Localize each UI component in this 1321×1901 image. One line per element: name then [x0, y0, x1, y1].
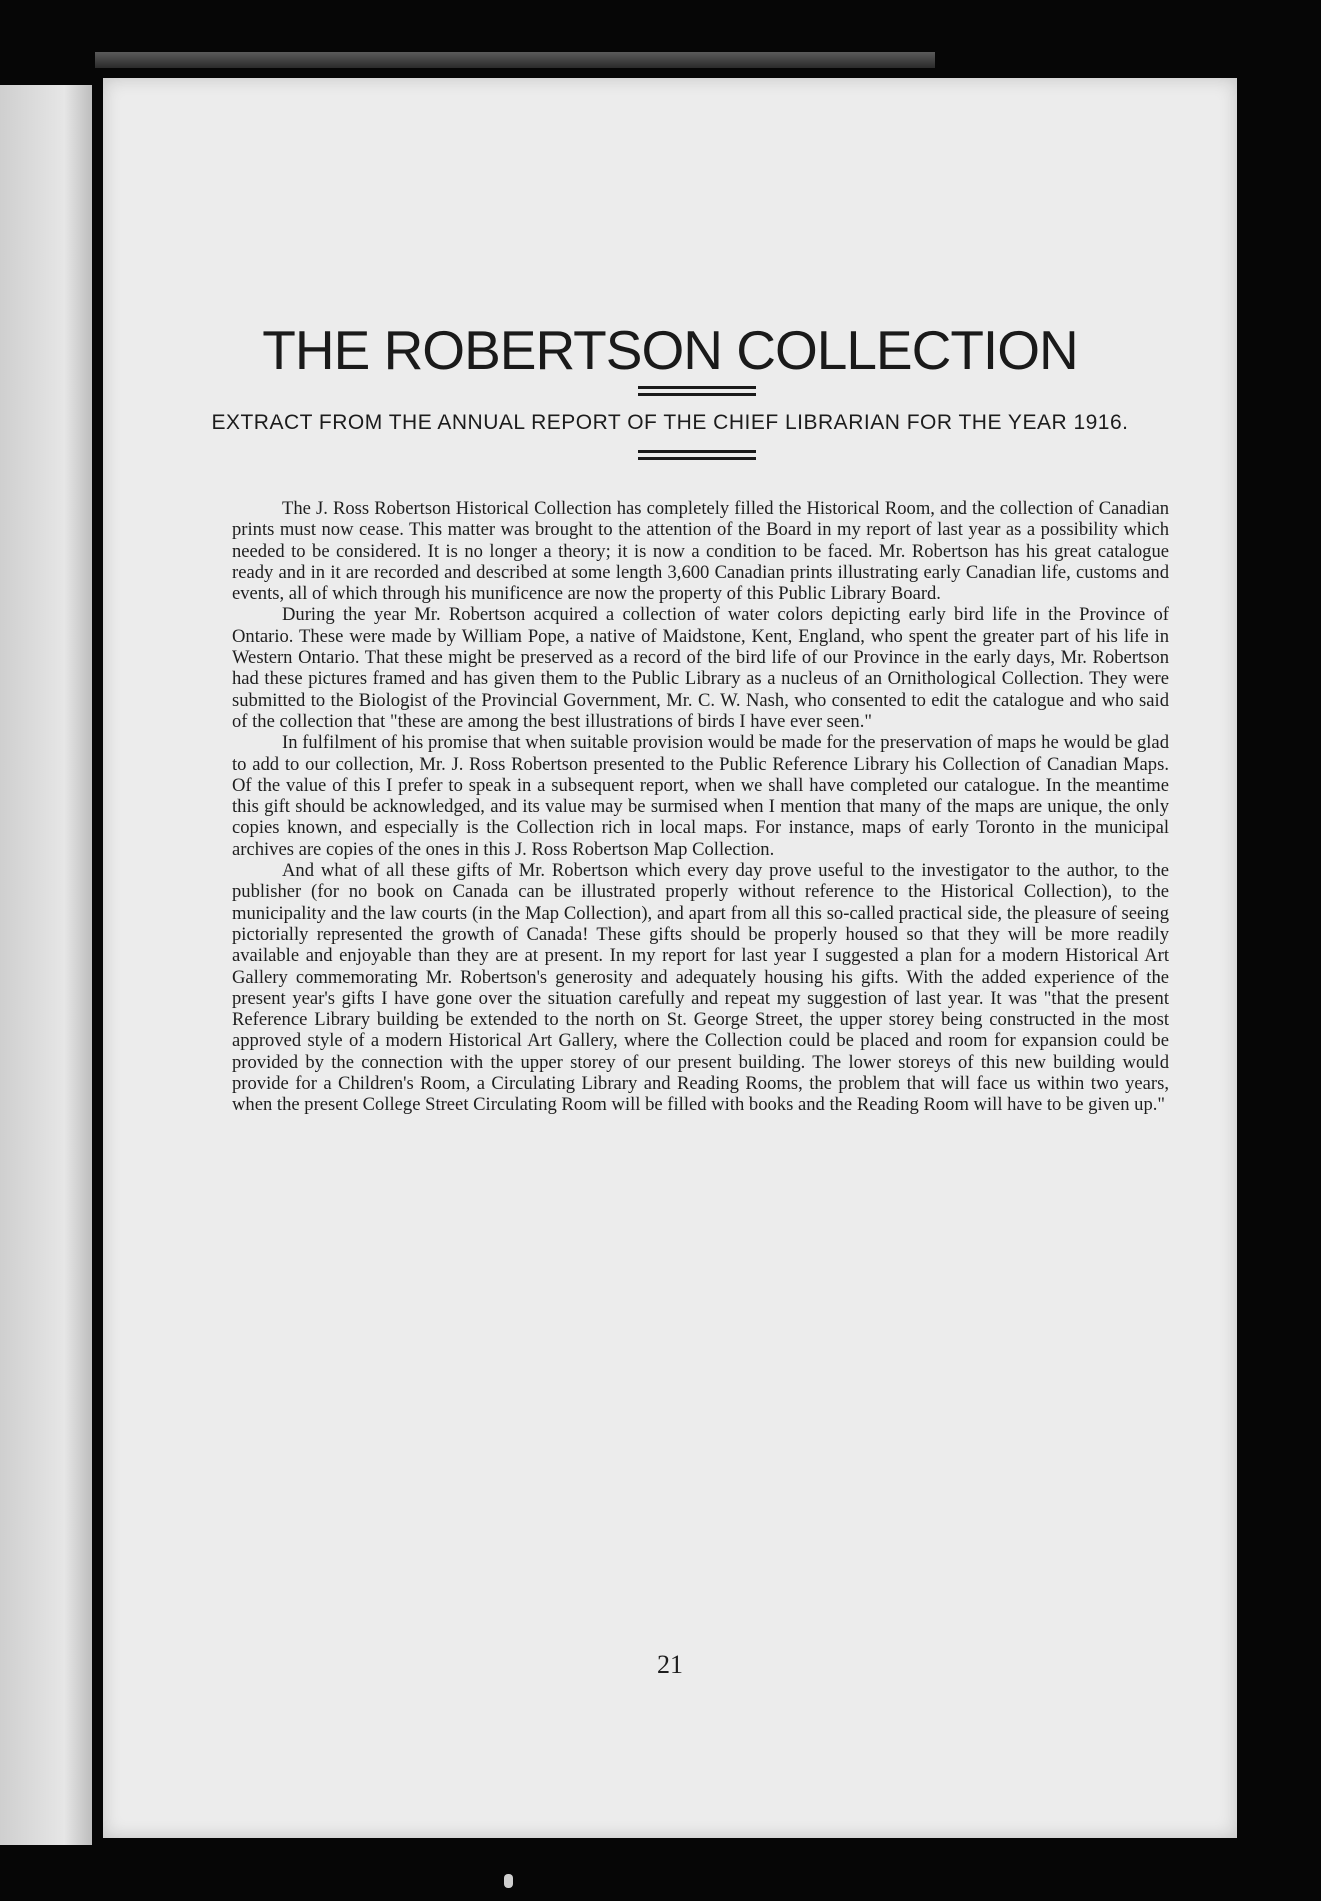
- previous-page-edge: [0, 85, 92, 1845]
- page-title: THE ROBERTSON COLLECTION: [262, 319, 1078, 381]
- paragraph-2: During the year Mr. Robertson acquired a collection of water colors depicting early bird life in the Province of Ontario. These were made by William Pope, a native of Maidstone, Kent, England, who spent the greater part of his life in Western Ontario. That these might be preserved as a record of the bird life of our Province in the early days, Mr. Robertson had these pictures framed and has given them to the Public Library as a nucleus of an Ornithological Collection. They were submitted to the Biologist of the Provincial Government, Mr. C. W. Nash, who consented to edit the catalogue and who said of the collection that "these are among the best illustrations of birds I have ever seen.": [232, 604, 1169, 732]
- paragraph-4: And what of all these gifts of Mr. Robertson which every day prove useful to the investigator to the author, to the publisher (for no book on Canada can be illustrated properly without reference to the Historical Collection), to the municipality and the law courts (in the Map Collection), and apart from all this so-called practical side, the pleasure of seeing pictorially represented the growth of Canada! These gifts should be properly housed so that they will be more readily available and enjoyable than they are at present. In my report for last year I suggested a plan for a modern Historical Art Gallery commemorating Mr. Robertson's generosity and adequately housing his gifts. With the added experience of the present year's gifts I have gone over the situation carefully and repeat my suggestion of last year. It was "that the present Reference Library building be extended to the north on St. George Street, the upper storey being constructed in the most approved style of a modern Historical Art Gallery, where the Collection could be placed and room for expansion could be provided by the connection with the upper storey of our present building. The lower storeys of this new building would provide for a Children's Room, a Circulating Library and Reading Rooms, the problem that will face us within two years, when the present College Street Circulating Room will be filled with books and the Reading Room will have to be given up.": [232, 860, 1169, 1116]
- paragraph-1: The J. Ross Robertson Historical Collection has completely filled the Historical Room, and the collection of Canadian prints must now cease. This matter was brought to the attention of the Board in my report of last year as a possibility which needed to be considered. It is no longer a theory; it is now a condition to be faced. Mr. Robertson has his great catalogue ready and in it are recorded and described at some length 3,600 Canadian prints illustrating early Canadian life, customs and events, all of which through his munificence are now the property of this Public Library Board.: [232, 498, 1169, 605]
- film-mark: [504, 1874, 513, 1888]
- subtitle-rule-bottom: [638, 457, 756, 460]
- page-number: 21: [657, 1650, 683, 1679]
- paragraph-3: In fulfilment of his promise that when suitable provision would be made for the preservation of maps he would be glad to add to our collection, Mr. J. Ross Robertson presented to the Public Reference Library his Collection of Canadian Maps. Of the value of this I prefer to speak in a subsequent report, when we shall have completed our catalogue. In the meantime this gift should be acknowledged, and its value may be surmised when I mention that many of the maps are unique, the only copies known, and especially is the Collection rich in local maps. For instance, maps of early Toronto in the municipal archives are copies of the ones in this J. Ross Robertson Map Collection.: [232, 732, 1169, 860]
- document-page: [103, 78, 1237, 1838]
- page-subtitle: EXTRACT FROM THE ANNUAL REPORT OF THE CHIEF LIBRARIAN FOR THE YEAR 1916.: [211, 411, 1129, 434]
- title-rule-bottom: [638, 393, 756, 396]
- report-body: [232, 498, 1169, 1116]
- subtitle-rule-top: [638, 450, 756, 453]
- title-rule-top: [638, 386, 756, 389]
- microfilm-top-strip: [95, 52, 935, 68]
